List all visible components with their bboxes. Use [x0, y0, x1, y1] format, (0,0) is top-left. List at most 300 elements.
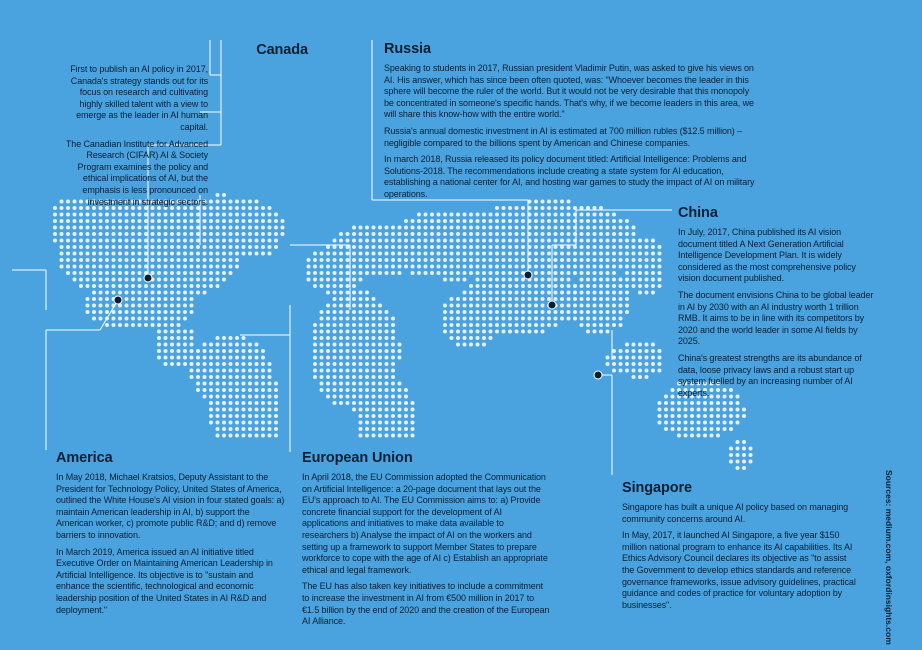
map-dot — [664, 427, 668, 431]
map-dot — [417, 213, 421, 217]
map-dot — [612, 297, 616, 301]
map-dot — [619, 356, 623, 360]
map-dot — [391, 349, 395, 353]
map-dot — [372, 336, 376, 340]
map-dot — [222, 258, 226, 262]
map-dot — [125, 219, 129, 223]
map-dot — [164, 226, 168, 230]
map-dot — [229, 375, 233, 379]
map-dot — [352, 291, 356, 295]
map-dot — [651, 349, 655, 353]
map-dot — [216, 226, 220, 230]
map-dot — [203, 278, 207, 282]
map-dot — [229, 258, 233, 262]
map-dot — [326, 323, 330, 327]
map-dot — [502, 206, 506, 210]
map-dot — [274, 395, 278, 399]
map-dot — [632, 369, 636, 373]
map-dot — [196, 226, 200, 230]
map-dot — [736, 421, 740, 425]
map-dot — [229, 369, 233, 373]
map-dot — [235, 362, 239, 366]
map-dot — [651, 278, 655, 282]
map-dot — [112, 291, 116, 295]
map-dot — [612, 271, 616, 275]
map-dot — [541, 206, 545, 210]
map-dot — [157, 226, 161, 230]
map-dot — [92, 278, 96, 282]
map-dot — [443, 323, 447, 327]
map-dot — [417, 219, 421, 223]
map-dot — [658, 408, 662, 412]
map-dot — [385, 226, 389, 230]
map-dot — [125, 245, 129, 249]
map-dot — [196, 375, 200, 379]
map-dot — [235, 401, 239, 405]
singapore-paragraph: Singapore has built a unique AI policy based on managing community concerns around AI. — [622, 502, 849, 524]
map-dot — [320, 382, 324, 386]
map-dot — [443, 258, 447, 262]
map-dot — [177, 245, 181, 249]
map-dot — [658, 278, 662, 282]
map-dot — [378, 252, 382, 256]
map-dot — [723, 408, 727, 412]
map-dot — [125, 310, 129, 314]
map-dot — [99, 310, 103, 314]
map-dot — [248, 219, 252, 223]
map-dot — [411, 226, 415, 230]
map-dot — [359, 343, 363, 347]
map-dot — [86, 265, 90, 269]
map-dot — [508, 271, 512, 275]
map-dot — [274, 213, 278, 217]
map-dot — [209, 382, 213, 386]
map-dot — [632, 245, 636, 249]
map-dot — [131, 297, 135, 301]
map-dot — [346, 395, 350, 399]
map-dot — [502, 232, 506, 236]
map-dot — [372, 252, 376, 256]
map-dot — [242, 206, 246, 210]
map-dot — [690, 427, 694, 431]
map-dot — [404, 401, 408, 405]
map-dot — [372, 265, 376, 269]
map-dot — [157, 349, 161, 353]
map-dot — [92, 284, 96, 288]
map-dot — [261, 395, 265, 399]
map-dot — [508, 245, 512, 249]
map-dot — [203, 284, 207, 288]
map-dot — [118, 323, 122, 327]
map-dot — [437, 245, 441, 249]
map-dot — [560, 284, 564, 288]
map-dot — [580, 284, 584, 288]
map-dot — [235, 408, 239, 412]
singapore-title: Singapore — [622, 480, 692, 496]
map-dot — [112, 226, 116, 230]
map-dot — [612, 278, 616, 282]
map-dot — [378, 271, 382, 275]
map-dot — [580, 265, 584, 269]
map-dot — [417, 252, 421, 256]
map-dot — [222, 239, 226, 243]
map-dot — [222, 213, 226, 217]
map-dot — [554, 232, 558, 236]
map-dot — [502, 304, 506, 308]
map-dot — [417, 226, 421, 230]
map-dot — [560, 213, 564, 217]
map-dot — [183, 284, 187, 288]
map-dot — [268, 369, 272, 373]
map-dot — [229, 395, 233, 399]
map-dot — [138, 310, 142, 314]
map-dot — [495, 323, 499, 327]
map-dot — [567, 213, 571, 217]
map-dot — [671, 408, 675, 412]
map-dot — [346, 291, 350, 295]
map-dot — [736, 408, 740, 412]
map-dot — [521, 245, 525, 249]
map-dot — [125, 252, 129, 256]
map-dot — [203, 343, 207, 347]
map-dot — [229, 226, 233, 230]
map-dot — [209, 278, 213, 282]
map-dot — [521, 232, 525, 236]
map-dot — [333, 369, 337, 373]
map-dot — [391, 388, 395, 392]
map-dot — [170, 271, 174, 275]
map-dot — [235, 375, 239, 379]
map-dot — [495, 219, 499, 223]
map-dot — [164, 343, 168, 347]
map-dot — [671, 401, 675, 405]
map-dot — [339, 239, 343, 243]
map-dot — [131, 245, 135, 249]
map-dot — [170, 297, 174, 301]
map-dot — [222, 349, 226, 353]
map-dot — [567, 310, 571, 314]
map-dot — [79, 226, 83, 230]
map-dot — [105, 252, 109, 256]
map-dot — [593, 310, 597, 314]
map-dot — [190, 226, 194, 230]
map-dot — [612, 252, 616, 256]
map-dot — [742, 447, 746, 451]
map-dot — [658, 349, 662, 353]
map-dot — [131, 271, 135, 275]
map-dot — [177, 349, 181, 353]
map-dot — [482, 213, 486, 217]
map-dot — [339, 291, 343, 295]
map-dot — [567, 206, 571, 210]
map-dot — [170, 291, 174, 295]
map-dot — [320, 265, 324, 269]
map-dot — [456, 213, 460, 217]
map-dot — [313, 369, 317, 373]
map-dot — [632, 258, 636, 262]
map-dot — [79, 219, 83, 223]
map-dot — [365, 414, 369, 418]
map-dot — [261, 245, 265, 249]
map-dot — [53, 219, 57, 223]
map-dot — [599, 271, 603, 275]
map-dot — [736, 460, 740, 464]
map-dot — [352, 304, 356, 308]
map-dot — [92, 304, 96, 308]
map-dot — [216, 408, 220, 412]
map-dot — [482, 336, 486, 340]
map-dot — [268, 375, 272, 379]
map-dot — [196, 232, 200, 236]
map-dot — [248, 349, 252, 353]
map-dot — [521, 278, 525, 282]
map-dot — [378, 265, 382, 269]
map-dot — [515, 239, 519, 243]
map-dot — [216, 434, 220, 438]
map-dot — [346, 258, 350, 262]
map-dot — [372, 427, 376, 431]
map-dot — [196, 265, 200, 269]
map-dot — [638, 278, 642, 282]
map-dot — [554, 226, 558, 230]
map-dot — [229, 421, 233, 425]
singapore-panel — [622, 480, 858, 616]
map-dot — [99, 252, 103, 256]
map-dot — [261, 375, 265, 379]
map-dot — [190, 356, 194, 360]
map-dot — [326, 336, 330, 340]
map-dot — [482, 304, 486, 308]
map-dot — [586, 265, 590, 269]
map-dot — [209, 219, 213, 223]
map-dot — [352, 245, 356, 249]
map-dot — [177, 310, 181, 314]
map-dot — [112, 252, 116, 256]
map-dot — [495, 330, 499, 334]
map-dot — [677, 434, 681, 438]
map-dot — [190, 310, 194, 314]
map-dot — [547, 291, 551, 295]
map-dot — [632, 265, 636, 269]
map-dot — [255, 349, 259, 353]
map-dot — [196, 388, 200, 392]
map-dot — [105, 310, 109, 314]
map-dot — [528, 297, 532, 301]
map-dot — [593, 330, 597, 334]
map-dot — [476, 291, 480, 295]
map-dot — [534, 226, 538, 230]
map-dot — [476, 213, 480, 217]
map-dot — [333, 271, 337, 275]
map-dot — [151, 271, 155, 275]
map-dot — [157, 258, 161, 262]
map-dot — [677, 408, 681, 412]
map-dot — [346, 343, 350, 347]
map-dot — [515, 245, 519, 249]
map-dot — [476, 252, 480, 256]
map-dot — [164, 271, 168, 275]
map-dot — [157, 252, 161, 256]
map-dot — [183, 356, 187, 360]
map-dot — [352, 362, 356, 366]
map-dot — [651, 343, 655, 347]
map-dot — [749, 453, 753, 457]
map-dot — [450, 213, 454, 217]
map-dot — [125, 291, 129, 295]
map-dot — [391, 239, 395, 243]
map-dot — [502, 284, 506, 288]
map-dot — [125, 284, 129, 288]
map-dot — [580, 317, 584, 321]
map-dot — [703, 434, 707, 438]
map-dot — [372, 317, 376, 321]
map-dot — [560, 258, 564, 262]
map-dot — [476, 239, 480, 243]
map-dot — [281, 226, 285, 230]
map-dot — [196, 291, 200, 295]
map-dot — [333, 330, 337, 334]
map-dot — [359, 362, 363, 366]
map-dot — [313, 349, 317, 353]
map-dot — [372, 349, 376, 353]
map-dot — [229, 434, 233, 438]
map-dot — [567, 297, 571, 301]
map-dot — [365, 408, 369, 412]
map-dot — [599, 278, 603, 282]
map-dot — [177, 278, 181, 282]
map-dot — [463, 310, 467, 314]
map-dot — [248, 401, 252, 405]
map-dot — [365, 258, 369, 262]
map-dot — [697, 427, 701, 431]
map-dot — [664, 408, 668, 412]
map-dot — [151, 239, 155, 243]
map-dot — [190, 258, 194, 262]
map-dot — [346, 265, 350, 269]
map-dot — [619, 317, 623, 321]
map-dot — [326, 330, 330, 334]
map-dot — [196, 239, 200, 243]
map-dot — [612, 265, 616, 269]
map-dot — [222, 193, 226, 197]
map-dot — [599, 297, 603, 301]
map-dot — [170, 219, 174, 223]
map-dot — [183, 310, 187, 314]
map-dot — [235, 265, 239, 269]
map-dot — [118, 226, 122, 230]
map-dot — [157, 239, 161, 243]
map-dot — [560, 219, 564, 223]
map-dot — [333, 343, 337, 347]
map-dot — [625, 284, 629, 288]
map-dot — [450, 336, 454, 340]
map-dot — [495, 213, 499, 217]
map-dot — [690, 414, 694, 418]
map-dot — [729, 453, 733, 457]
map-dot — [521, 284, 525, 288]
map-dot — [625, 252, 629, 256]
map-dot — [346, 310, 350, 314]
map-dot — [638, 343, 642, 347]
map-dot — [567, 271, 571, 275]
map-dot — [222, 336, 226, 340]
map-dot — [690, 408, 694, 412]
map-dot — [248, 206, 252, 210]
map-dot — [138, 245, 142, 249]
map-dot — [625, 356, 629, 360]
map-dot — [359, 421, 363, 425]
map-dot — [157, 284, 161, 288]
map-dot — [606, 271, 610, 275]
map-dot — [547, 265, 551, 269]
map-dot — [664, 395, 668, 399]
map-dot — [619, 323, 623, 327]
map-dot — [365, 434, 369, 438]
map-dot — [677, 421, 681, 425]
map-dot — [209, 401, 213, 405]
map-dot — [183, 265, 187, 269]
map-dot — [547, 226, 551, 230]
map-dot — [346, 382, 350, 386]
map-dot — [534, 310, 538, 314]
map-dot — [99, 226, 103, 230]
map-dot — [502, 330, 506, 334]
map-dot — [697, 414, 701, 418]
map-dot — [222, 395, 226, 399]
map-dot — [398, 226, 402, 230]
map-dot — [437, 252, 441, 256]
map-dot — [229, 239, 233, 243]
map-dot — [469, 239, 473, 243]
map-dot — [86, 284, 90, 288]
map-dot — [177, 297, 181, 301]
map-dot — [404, 252, 408, 256]
map-dot — [352, 408, 356, 412]
map-dot — [619, 265, 623, 269]
map-dot — [326, 362, 330, 366]
map-dot — [222, 375, 226, 379]
map-dot — [359, 388, 363, 392]
map-dot — [365, 427, 369, 431]
map-dot — [222, 388, 226, 392]
map-dot — [651, 258, 655, 262]
map-dot — [216, 239, 220, 243]
map-dot — [235, 258, 239, 262]
map-dot — [333, 297, 337, 301]
map-dot — [573, 252, 577, 256]
map-dot — [593, 219, 597, 223]
map-dot — [216, 278, 220, 282]
map-dot — [203, 369, 207, 373]
map-dot — [463, 278, 467, 282]
map-dot — [177, 232, 181, 236]
map-dot — [398, 232, 402, 236]
map-dot — [508, 310, 512, 314]
map-dot — [92, 226, 96, 230]
map-dot — [105, 323, 109, 327]
map-dot — [105, 304, 109, 308]
map-dot — [651, 271, 655, 275]
map-dot — [60, 245, 64, 249]
map-dot — [424, 226, 428, 230]
map-dot — [86, 239, 90, 243]
map-dot — [651, 284, 655, 288]
map-dot — [469, 343, 473, 347]
map-dot — [274, 401, 278, 405]
map-dot — [248, 239, 252, 243]
map-dot — [476, 310, 480, 314]
map-dot — [391, 317, 395, 321]
